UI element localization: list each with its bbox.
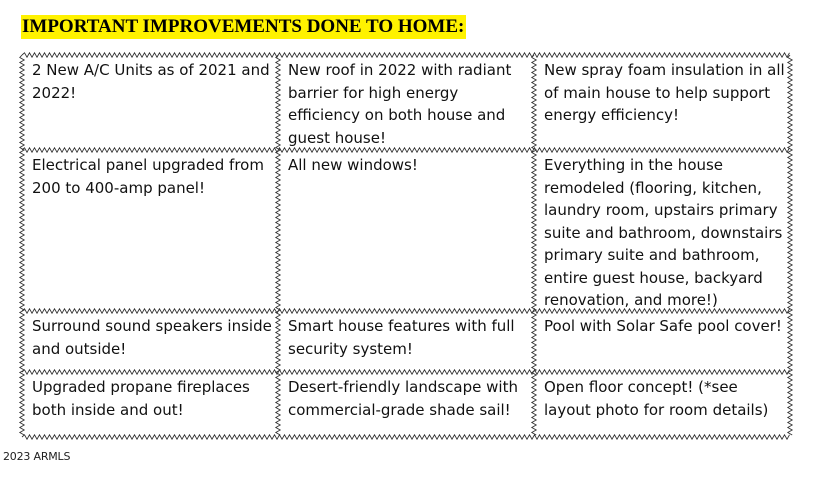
table-cell: All new windows! — [288, 156, 418, 174]
table-cell: Everything in the house remodeled (flooring, kitchen, laundry room, upstairs primary suite and bathroom, downstairs primary suite and bathroom, entire guest house, backyard renovation, and more!) — [544, 156, 783, 309]
table-cell: Open floor concept! (*see layout photo for room details) — [544, 378, 769, 419]
table-cell: New spray foam insulation in all of main house to help support energy efficiency! — [544, 61, 785, 124]
table-cell: Smart house features with full security system! — [288, 317, 515, 358]
table-cell: Desert-friendly landscape with commercial-grade shade sail! — [288, 378, 518, 419]
table-column-border — [788, 55, 792, 435]
table-row-border — [22, 370, 790, 374]
table-row-border — [22, 435, 790, 439]
table-cell: 2 New A/C Units as of 2021 and 2022! — [32, 61, 270, 102]
table-cell: New roof in 2022 with radiant barrier for high energy efficiency on both house and guest house! — [288, 61, 512, 147]
table-column-border — [532, 55, 536, 435]
table-row-border — [22, 53, 790, 57]
table-cell: Surround sound speakers inside and outside! — [32, 317, 272, 358]
table-cell: Electrical panel upgraded from 200 to 400-amp panel! — [32, 156, 264, 197]
table-column-border — [20, 55, 24, 435]
document-title: IMPORTANT IMPROVEMENTS DONE TO HOME: — [22, 16, 465, 37]
table-cell: Pool with Solar Safe pool cover! — [544, 317, 782, 335]
table-column-border — [276, 55, 280, 435]
copyright-footer: 2023 ARMLS — [3, 450, 71, 463]
table-cell: Upgraded propane fireplaces both inside and out! — [32, 378, 250, 419]
